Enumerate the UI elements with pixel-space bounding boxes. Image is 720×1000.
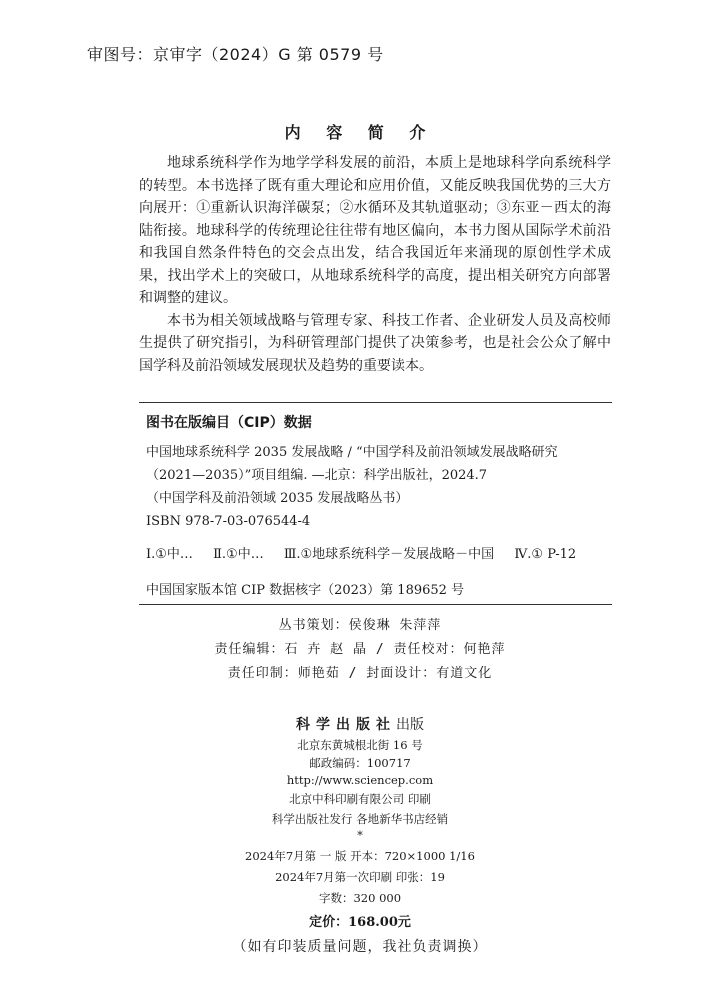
cip-class-item: Ⅱ.①中… — [213, 547, 264, 562]
distribution: 科学出版社发行 各地新华书店经销 — [271, 812, 449, 826]
staff-line: 责任编辑：石 卉 赵 晶 / 责任校对：何艳萍 — [214, 642, 506, 657]
separator-asterisk: * — [357, 828, 363, 842]
cip-classification — [146, 543, 592, 562]
publisher-name: 科学出版社 — [296, 717, 396, 733]
cip-line: 中国地球系统科学 2035 发展战略 / “中国学科及前沿领域发展战略研究 — [146, 445, 558, 460]
printer: 北京中科印刷有限公司 印刷 — [289, 792, 431, 806]
approval-number: 审图号：京审字（2024）G 第 0579 号 — [87, 45, 384, 64]
intro-text — [139, 152, 611, 377]
intro-title: 内 容 简 介 — [284, 123, 436, 142]
intro-paragraph: 地球系统科学作为地学学科发展的前沿，本质上是地球科学向系统科学的转型。本书选择了既有重大理论和应用价值，又能反映我国优势的三大方向展开：①重新认识海洋碳泵；②水循环及其轨道驱动；③东亚－西太的海陆衔接。地球科学的传统理论往往带有地区偏向，本书力图从国际学术前沿和我国自然条件特色的交会点出发，结合我国近年来涌现的原创性学术成果，找出学术上的突破口，从地球系统科学的高度，提出相关研究方向部署和调整的建议。 — [139, 155, 611, 306]
cip-line: （中国学科及前沿领域 2035 发展战略丛书） — [146, 491, 409, 506]
quality-notice: （如有印装质量问题，我社负责调换） — [232, 939, 488, 955]
cip-class-item: Ⅳ.① P-12 — [514, 547, 577, 562]
price: 定价：168.00元 — [309, 915, 411, 930]
staff-line: 责任印制：师艳茹 / 封面设计：有道文化 — [227, 666, 493, 681]
publisher-address: 北京东黄城根北街 16 号 — [297, 738, 423, 752]
staff-line: 丛书策划：侯俊琳 朱萍萍 — [278, 618, 442, 633]
divider — [139, 402, 612, 403]
cip-record — [146, 441, 612, 533]
cip-line: （2021—2035）”项目组编. —北京：科学出版社，2024.7 — [146, 468, 488, 483]
cip-isbn: ISBN 978-7-03-076544-4 — [146, 514, 311, 529]
divider — [139, 604, 612, 605]
cip-heading: 图书在版编目（CIP）数据 — [146, 415, 312, 431]
cip-verification: 中国国家版本馆 CIP 数据核字（2023）第 189652 号 — [146, 583, 465, 598]
word-count: 字数：320 000 — [318, 891, 402, 905]
postcode: 邮政编码：100717 — [309, 756, 411, 770]
publisher-suffix: 出版 — [396, 717, 424, 733]
edition-info: 2024年7月第 一 版 开本：720×1000 1/16 — [245, 849, 475, 863]
intro-paragraph: 本书为相关领域战略与管理专家、科技工作者、企业研发人员及高校师生提供了研究指引，为科研管理部门提供了决策参考，也是社会公众了解中国学科及前沿领域发展现状及趋势的重要读本。 — [139, 312, 611, 374]
cip-class-item: Ⅰ.①中… — [146, 547, 193, 562]
publisher-line — [0, 714, 720, 734]
cip-class-item: Ⅲ.①地球系统科学－发展战略－中国 — [283, 547, 495, 562]
printing-info: 2024年7月第一次印刷 印张：19 — [275, 870, 445, 884]
website: http://www.sciencep.com — [286, 773, 434, 787]
